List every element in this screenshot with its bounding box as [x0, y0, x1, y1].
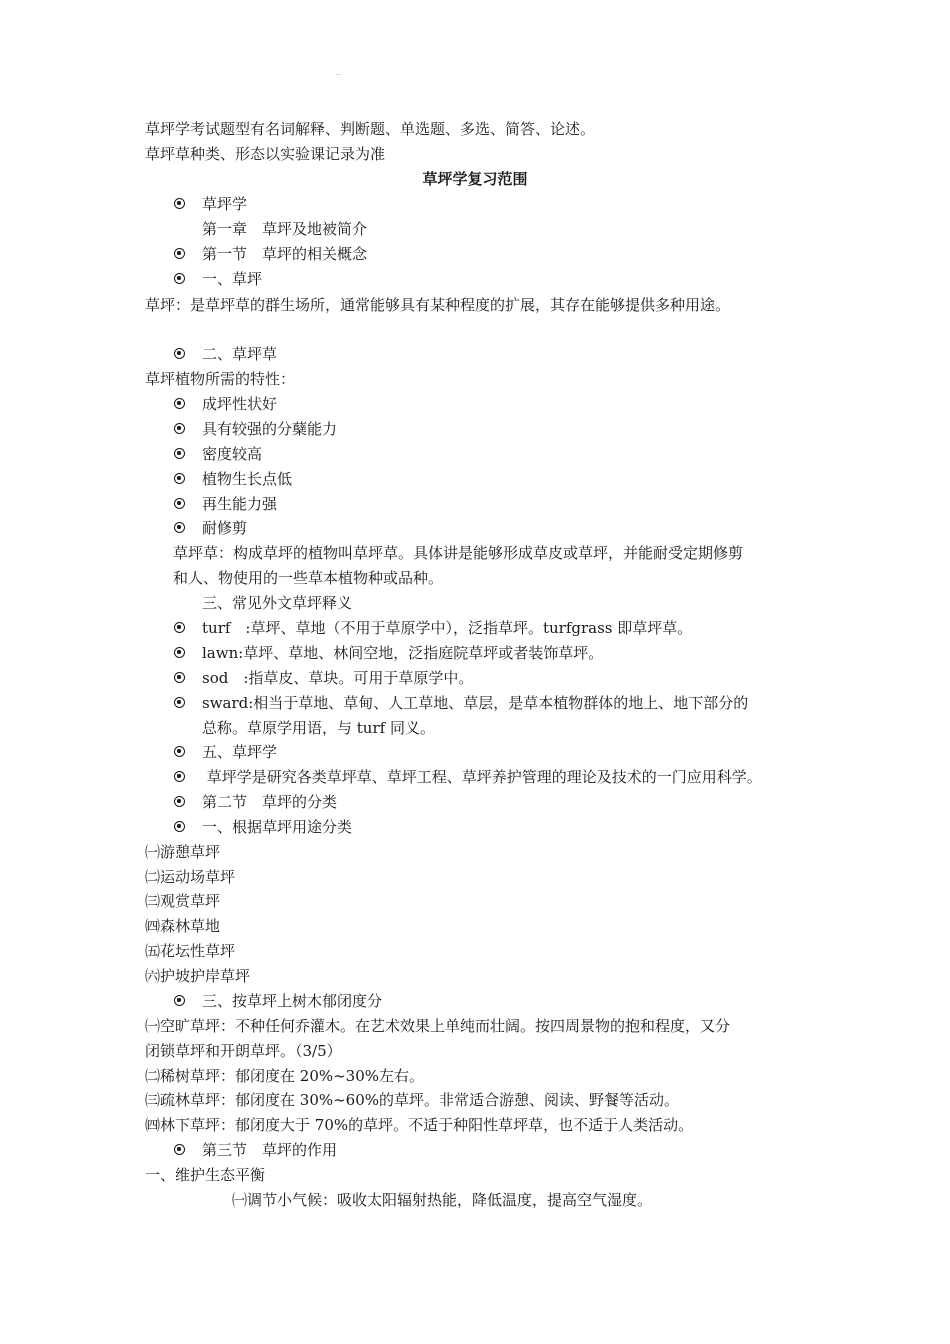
use-type-item: ㈥护坡护岸草坪	[145, 967, 251, 985]
bullet-icon	[174, 771, 185, 782]
document-title: 草坪学复习范围	[422, 170, 528, 188]
eco-balance-heading: 一、维护生态平衡	[145, 1166, 266, 1184]
trait-item: 成坪性状好	[202, 395, 278, 413]
foreign-terms-heading: 三、常见外文草坪释义	[202, 594, 353, 612]
bullet-icon	[174, 423, 185, 434]
course-heading: 草坪学	[202, 195, 248, 213]
trait-item: 具有较强的分蘖能力	[202, 420, 338, 438]
bullet-icon	[174, 647, 185, 658]
section-1-heading: 第一节 草坪的相关概念	[202, 245, 368, 263]
bullet-icon	[174, 672, 185, 683]
term-lawn: lawn:草坪、草地、林间空地，泛指庭院草坪或者装饰草坪。	[202, 644, 604, 662]
turfgrass-definition-2: 和人、物使用的一些草本植物种或品种。	[173, 569, 444, 587]
open-wood-lawn: ㈢疏林草坪：郁闭度在 30%~60%的草坪。非常适合游憩、阅读、野餐等活动。	[145, 1091, 680, 1109]
open-lawn-1: ㈠空旷草坪：不种任何乔灌木。在艺术效果上单纯而壮阔。按四周景物的抱和程度，又分	[145, 1017, 731, 1035]
bullet-icon	[174, 697, 185, 708]
use-type-item: ㈢观赏草坪	[145, 892, 221, 910]
bullet-icon	[174, 448, 185, 459]
sparse-tree-lawn: ㈡稀树草坪：郁闭度在 20%~30%左右。	[145, 1067, 425, 1085]
term-sward-1: sward:相当于草地、草甸、人工草地、草层，是草本植物群体的地上、地下部分的	[202, 694, 749, 712]
climate-item: ㈠调节小气候：吸收太阳辐射热能，降低温度，提高空气湿度。	[232, 1191, 653, 1209]
term-sod: sod :指草皮、草块。可用于草原学中。	[202, 669, 474, 687]
turfgrass-heading: 二、草坪草	[202, 345, 278, 363]
header-dots: ..	[336, 68, 342, 77]
section-3-heading: 第三节 草坪的作用	[202, 1141, 338, 1159]
use-type-item: ㈠游憩草坪	[145, 843, 221, 861]
open-lawn-2: 闭锁草坪和开朗草坪。（3/5）	[145, 1042, 342, 1060]
bullet-icon	[174, 622, 185, 633]
bullet-icon	[174, 398, 185, 409]
bullet-icon	[174, 1144, 185, 1155]
bullet-icon	[174, 348, 185, 359]
bullet-icon	[174, 248, 185, 259]
intro-line-1: 草坪学考试题型有名词解释、判断题、单选题、多选、简答、论述。	[145, 120, 596, 138]
bullet-icon	[174, 473, 185, 484]
lawn-definition: 草坪：是草坪草的群生场所，通常能够具有某种程度的扩展，其存在能够提供多种用途。	[145, 296, 731, 314]
chapter-heading: 第一章 草坪及地被简介	[202, 220, 368, 238]
term-sward-2: 总称。草原学用语，与 turf 同义。	[202, 719, 435, 737]
term-turf: turf :草坪、草地（不用于草原学中），泛指草坪。turfgrass 即草坪草。	[202, 619, 693, 637]
intro-line-2: 草坪草种类、形态以实验课记录为准	[145, 145, 386, 163]
turfgrass-definition-1: 草坪草：构成草坪的植物叫草坪草。具体讲是能够形成草皮或草坪，并能耐受定期修剪	[173, 544, 744, 562]
science-heading: 五、草坪学	[202, 743, 278, 761]
traits-intro: 草坪植物所需的特性：	[145, 370, 296, 388]
science-definition: 草坪学是研究各类草坪草、草坪工程、草坪养护管理的理论及技术的一门应用科学。	[202, 768, 762, 786]
bullet-icon	[174, 498, 185, 509]
use-type-item: ㈡运动场草坪	[145, 868, 236, 886]
use-type-item: ㈣森林草地	[145, 917, 221, 935]
bullet-icon	[174, 273, 185, 284]
bullet-icon	[174, 995, 185, 1006]
under-forest-lawn: ㈣林下草坪：郁闭度大于 70%的草坪。不适于种阳性草坪草，也不适于人类活动。	[145, 1116, 694, 1134]
trait-item: 密度较高	[202, 445, 263, 463]
bullet-icon	[174, 522, 185, 533]
use-type-item: ㈤花坛性草坪	[145, 942, 236, 960]
bullet-icon	[174, 796, 185, 807]
trait-item: 再生能力强	[202, 495, 278, 513]
bullet-icon	[174, 821, 185, 832]
lawn-heading: 一、草坪	[202, 270, 263, 288]
section-2-heading: 第二节 草坪的分类	[202, 793, 338, 811]
trait-item: 耐修剪	[202, 519, 248, 537]
class-by-use-heading: 一、根据草坪用途分类	[202, 818, 353, 836]
trait-item: 植物生长点低	[202, 470, 293, 488]
class-by-canopy-heading: 三、按草坪上树木郁闭度分	[202, 992, 383, 1010]
bullet-icon	[174, 198, 185, 209]
bullet-icon	[174, 746, 185, 757]
